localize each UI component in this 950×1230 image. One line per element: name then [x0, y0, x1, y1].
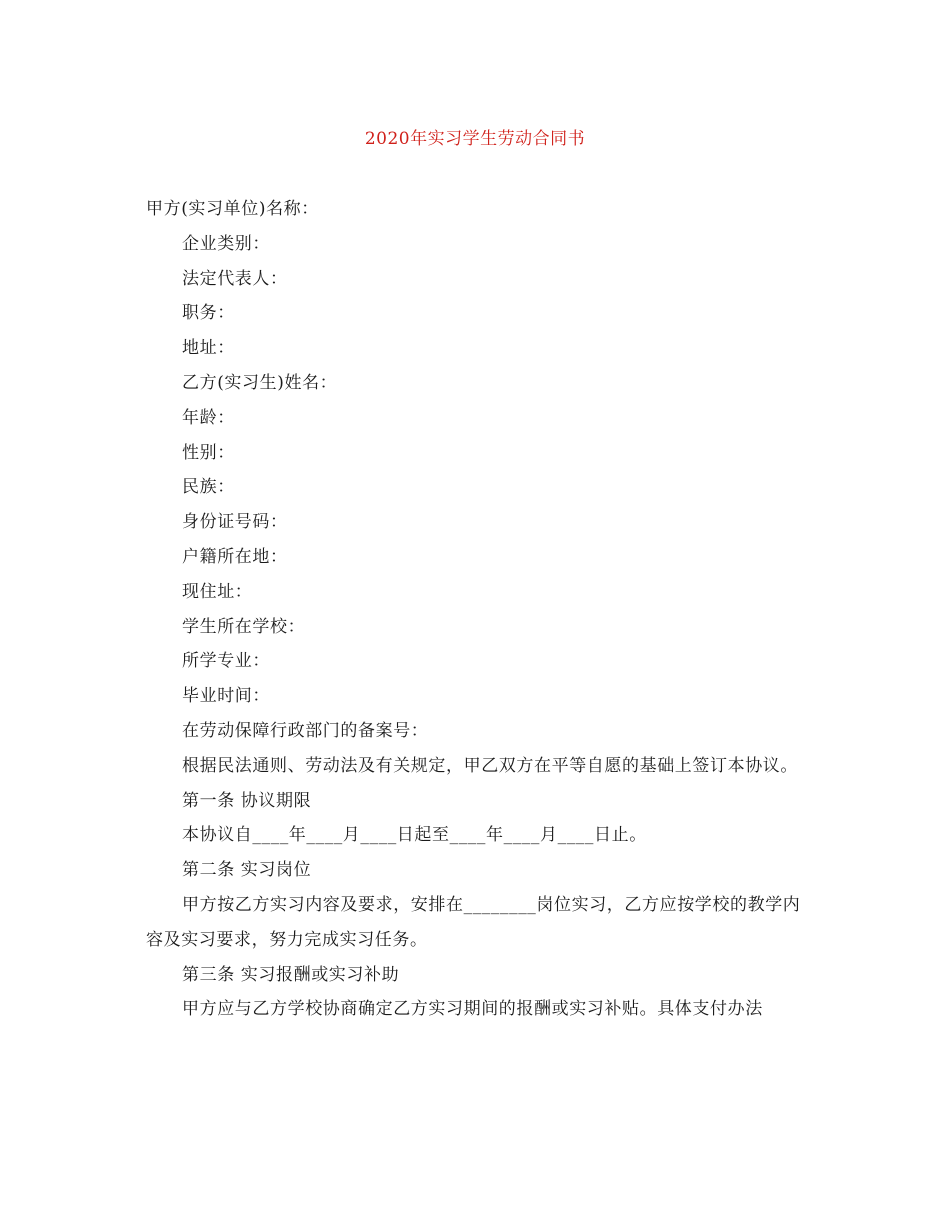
document-title: 2020年实习学生劳动合同书: [364, 129, 586, 149]
article-2-title: 第二条 实习岗位: [182, 860, 312, 881]
field-legal-representative: 法定代表人：: [182, 268, 288, 289]
field-gender: 性别：: [182, 442, 235, 463]
field-enterprise-type: 企业类别：: [182, 233, 270, 254]
article-1-text: 本协议自____年____月____日起至____年____月____日止。: [182, 825, 647, 846]
field-school: 学生所在学校：: [182, 616, 306, 637]
field-age: 年龄：: [182, 407, 235, 428]
intro-paragraph: 根据民法通则、劳动法及有关规定，甲乙双方在平等自愿的基础上签订本协议。: [182, 755, 798, 776]
field-ethnicity: 民族：: [182, 477, 235, 498]
article-1-title: 第一条 协议期限: [182, 790, 312, 811]
field-major: 所学专业：: [182, 651, 270, 672]
document-body: [146, 192, 801, 1027]
field-graduation-time: 毕业时间：: [182, 686, 270, 707]
article-3-text: 甲方应与乙方学校协商确定乙方实习期间的报酬或实习补贴。具体支付办法: [182, 999, 763, 1020]
field-filing-number: 在劳动保障行政部门的备案号：: [182, 720, 429, 741]
field-id-number: 身份证号码：: [182, 512, 288, 533]
party-b-heading: 乙方(实习生)姓名：: [182, 372, 338, 393]
party-a-heading: 甲方(实习单位)名称：: [146, 199, 319, 219]
article-3-title: 第三条 实习报酬或实习补助: [182, 964, 400, 985]
article-2-text: 甲方按乙方实习内容及要求，安排在________岗位实习，乙方应按学校的教学内容及实习要求，努力完成实习任务。: [146, 894, 801, 950]
field-position: 职务：: [182, 303, 235, 324]
field-address: 地址：: [182, 338, 235, 359]
field-current-address: 现住址：: [182, 581, 253, 602]
field-household-registration: 户籍所在地：: [182, 546, 288, 567]
